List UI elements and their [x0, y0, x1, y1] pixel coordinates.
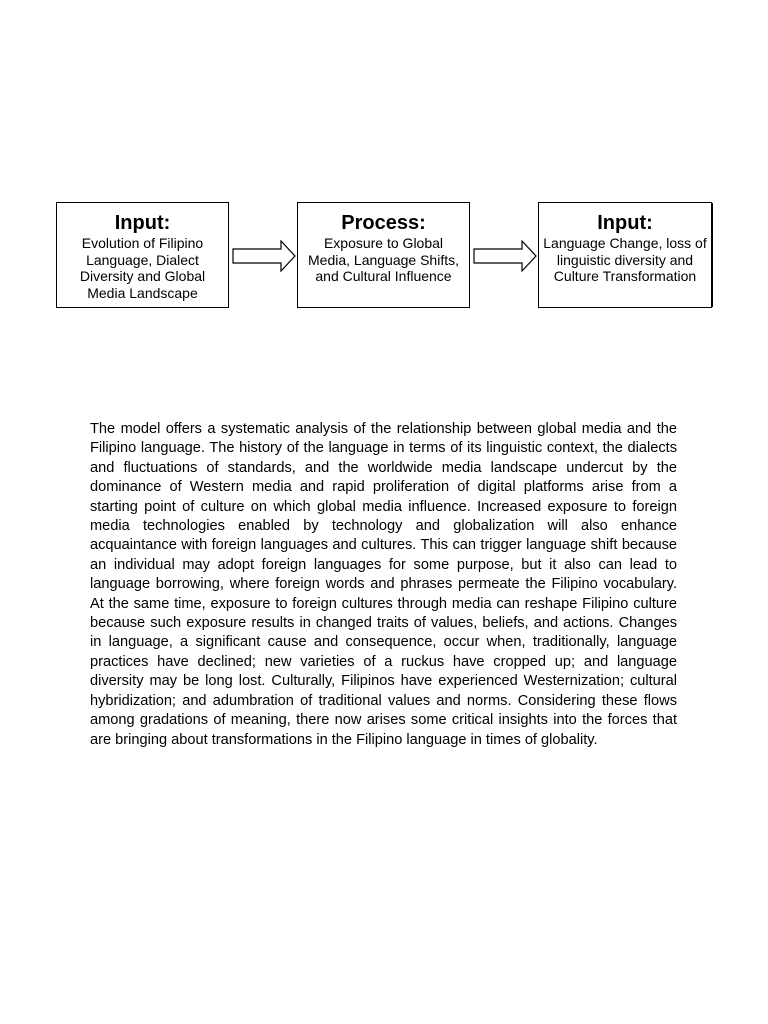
input-box-text: Evolution of Filipino Language, Dialect Diversity and Global Media Landscape [79, 235, 206, 301]
input-box [56, 202, 229, 308]
right-arrow-icon [473, 240, 537, 272]
right-arrow-icon [232, 240, 296, 272]
process-box [297, 202, 470, 308]
input-box-title: Input: [114, 212, 171, 234]
output-box [538, 202, 712, 308]
output-box-title: Input: [597, 212, 653, 234]
output-box-text: Language Change, loss of linguistic diversity and Culture Transformation [543, 235, 707, 284]
process-box-text: Exposure to Global Media, Language Shifts, and Cultural Influence [308, 235, 459, 284]
process-box-title: Process: [341, 212, 426, 234]
body-paragraph: The model offers a systematic analysis of the relationship between global media and the Filipino language. The history of the language in terms of its linguistic context, the dialects and fluctuations of standards, and the worldwide media landscape undercut by the dominance of Western media and rapid proliferation of digital platforms arise from a starting point of culture on which global media influence. Increased exposure to foreign media technologies enabled by technology and globalization will also enhance acquaintance with foreign languages and cultures. This can trigger language shift because an individual may adopt foreign languages for some purpose, but it also can lead to language borrowing, where foreign words and phrases permeate the Filipino vocabulary. At the same time, exposure to foreign cultures through media can reshape Filipino culture because such exposure results in changed traits of values, beliefs, and actions. Changes in language, a significant cause and consequence, occur when, traditionally, language practices have declined; new varieties of a ruckus have cropped up; and language diversity may be long lost. Culturally, Filipinos have experienced Westernization; cultural hybridization; and adumbration of traditional values and norms. Considering these flows among gradations of meaning, there now arises some critical insights into the forces that are bringing about transformations in the Filipino language in times of globality. [90, 421, 677, 748]
